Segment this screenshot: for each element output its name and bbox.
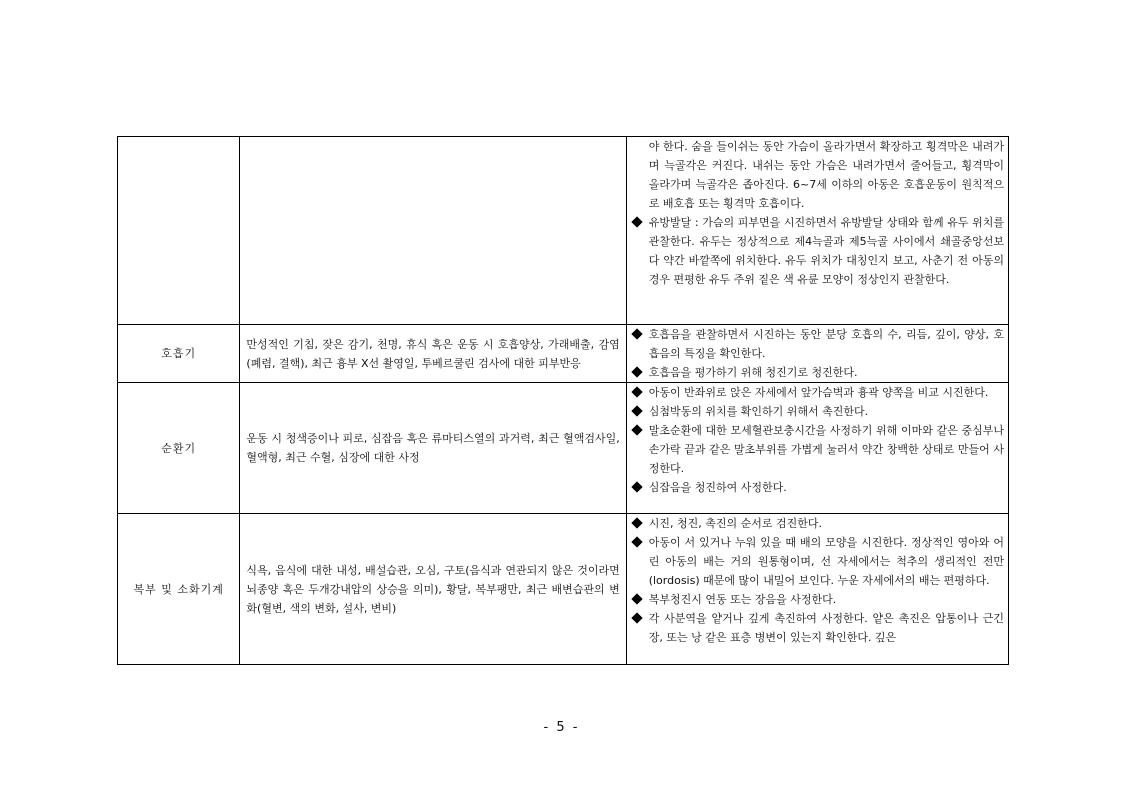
table-row: [118, 383, 1009, 514]
list-item-text: 아동이 반좌위로 앉은 자세에서 앞가슴벽과 흉곽 양쪽을 비교 시진한다.: [648, 386, 989, 399]
list-item-text: 각 사분역을 얕거나 깊게 촉진하여 사정한다. 얕은 촉진은 압통이나 근긴장, 또는 낭 같은 표층 병변이 있는지 확인한다. 깊은: [648, 612, 1004, 644]
table-row: [118, 325, 1009, 383]
list-item: [631, 609, 1004, 647]
history-cell: [240, 137, 626, 325]
list-item: [631, 514, 1004, 533]
list-item: [631, 421, 1004, 478]
history-cell: 운동 시 청색증이나 피로, 심잡음 혹은 류마티스열의 과거력, 최근 혈액검사일, 혈액형, 최근 수혈, 심장에 대한 사정: [240, 383, 626, 514]
exam-list: [631, 514, 1004, 647]
list-item-text: 호흡음을 관찰하면서 시진하는 동안 분당 호흡의 수, 리듬, 깊이, 양상, 호흡음의 특징을 확인한다.: [648, 328, 1004, 360]
list-item: [631, 213, 1004, 289]
list-item-text: 시진, 청진, 촉진의 순서로 검진한다.: [648, 517, 822, 530]
list-item: [631, 533, 1004, 590]
list-item: [631, 363, 1004, 382]
list-item-text: 아동이 서 있거나 누워 있을 때 배의 모양을 시진한다. 정상적인 영아와 어린 아동의 배는 거의 원통형이며, 선 자세에서는 척추의 생리적인 전만(lordosis) 때문에 많이 내밀어 보인다. 누운 자세에서의 배는 편평하다.: [648, 536, 1004, 587]
history-cell: 만성적인 기침, 잦은 감기, 천명, 휴식 혹은 운동 시 호흡양상, 가래배출, 감염(폐렴, 결핵), 최근 흉부 X선 촬영일, 투베르쿨린 검사에 대한 피부반응: [240, 325, 626, 383]
diamond-bullet-icon: [631, 536, 642, 547]
list-item: [631, 478, 1004, 497]
page-number: - 5 -: [543, 720, 580, 735]
diamond-bullet-icon: [631, 612, 642, 623]
exam-list: [631, 383, 1004, 497]
system-cell: 순환기: [118, 383, 240, 514]
history-cell: 식욕, 음식에 대한 내성, 배설습관, 오심, 구토(음식과 연관되지 않은 것이라면 뇌종양 혹은 두개강내압의 상승을 의미), 황달, 복부팽만, 최근 배변습관의 변화(혈변, 색의 변화, 설사, 변비): [240, 514, 626, 665]
system-cell: 호흡기: [118, 325, 240, 383]
exam-cell: [626, 325, 1008, 383]
exam-cell: [626, 514, 1008, 665]
diamond-bullet-icon: [631, 216, 642, 227]
exam-list: [631, 325, 1004, 382]
exam-cell: [626, 137, 1008, 325]
list-item-text: 호흡음을 평가하기 위해 청진기로 청진한다.: [648, 366, 858, 379]
system-cell: 복부 및 소화기계: [118, 514, 240, 665]
diamond-bullet-icon: [631, 328, 642, 339]
list-item-text: 심첨박동의 위치를 확인하기 위해서 촉진한다.: [648, 405, 869, 418]
table-row: [118, 514, 1009, 665]
list-item: [631, 325, 1004, 363]
diamond-bullet-icon: [631, 593, 642, 604]
diamond-bullet-icon: [631, 405, 642, 416]
list-item-text: 말초순환에 대한 모세혈관보충시간을 사정하기 위해 이마와 같은 중심부나 손가락 끝과 같은 말초부위를 가볍게 눌러서 약간 창백한 상태로 만들어 사정한다.: [648, 424, 1004, 475]
diamond-bullet-icon: [631, 517, 642, 528]
list-item: [631, 137, 1004, 213]
table-row: [118, 137, 1009, 325]
list-item: [631, 383, 1004, 402]
exam-list: [631, 137, 1004, 289]
list-item-text: 유방발달 : 가슴의 피부면을 시진하면서 유방발달 상태와 함께 유두 위치를 관찰한다. 유두는 정상적으로 제4늑골과 제5늑골 사이에서 쇄골중앙선보다 약간 바깥쪽에 위치한다. 유두 위치가 대칭인지 보고, 사춘기 전 아동의 경우 편평한 유두 주위 짙은 색 유륜 모양이 정상인지 관찰한다.: [648, 216, 1004, 286]
list-item: [631, 590, 1004, 609]
list-item-text: 복부청진시 연동 또는 장음을 사정한다.: [648, 593, 837, 606]
assessment-table: [117, 136, 1009, 665]
exam-cell: [626, 383, 1008, 514]
list-item: [631, 402, 1004, 421]
list-item-text: 야 한다. 숨을 들이쉬는 동안 가슴이 올라가면서 확장하고 횡격막은 내려가며 늑골각은 커진다. 내쉬는 동안 가슴은 내려가면서 줄어들고, 횡격막이 올라가며 늑골각은 좁아진다. 6~7세 이하의 아동은 호흡운동이 원칙적으로 배호흡 또는 횡격막 호흡이다.: [648, 140, 1004, 210]
diamond-bullet-icon: [631, 366, 642, 377]
diamond-bullet-icon: [631, 424, 642, 435]
diamond-bullet-icon: [631, 386, 642, 397]
diamond-bullet-icon: [631, 481, 642, 492]
list-item-text: 심잡음을 청진하여 사정한다.: [648, 481, 787, 494]
system-cell: [118, 137, 240, 325]
